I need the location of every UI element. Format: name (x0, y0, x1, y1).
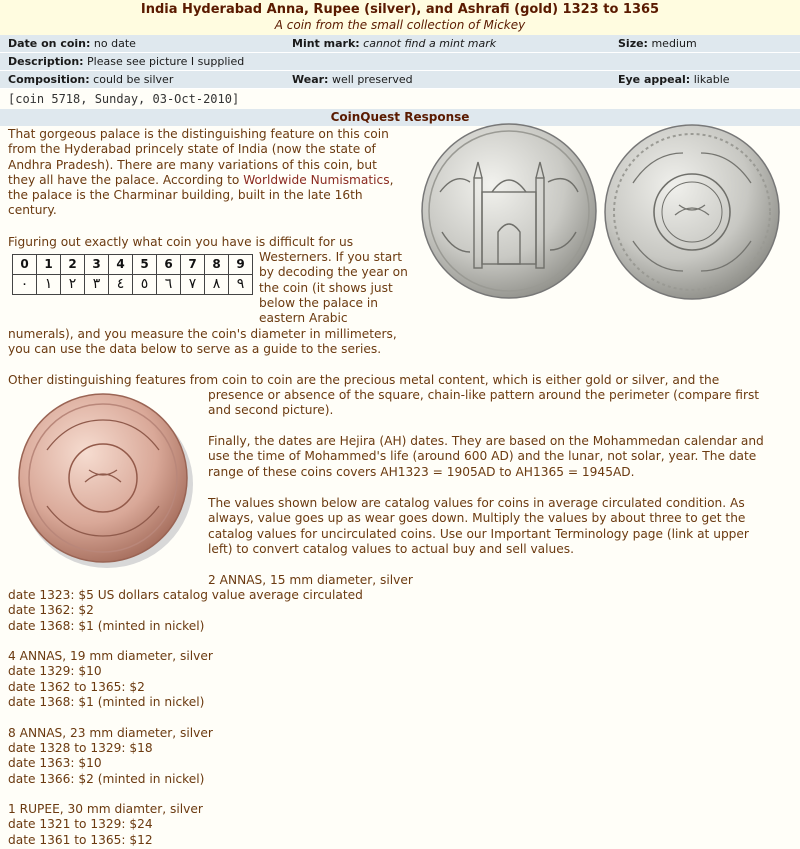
description: Description: Please see picture I supplied (8, 55, 245, 68)
numeral-table (12, 254, 253, 295)
response-title: CoinQuest Response (0, 109, 800, 126)
mint-mark: Mint mark: cannot find a mint mark (292, 37, 497, 50)
coin-id-line: [coin 5718, Sunday, 03-Oct-2010] (0, 89, 800, 109)
western-numeral: 1 (37, 255, 61, 275)
western-numeral: 0 (13, 255, 37, 275)
para-dates: Finally, the dates are Hejira (AH) dates. They are based on the Mohammedan calendar and use the time of Mohammed's life (around 600 AD) and the lunar, not solar, year. The date range of these coins covers AH1323 = 1905AD to AH1365 = 1945AD. (208, 434, 764, 479)
coin-size: Size: medium (618, 37, 697, 50)
value-group-2-annas (8, 588, 363, 848)
list-item: date 1323: $5 US dollars catalog value average circulated (8, 588, 363, 602)
coin-gold-image (15, 390, 193, 568)
western-numeral: 5 (133, 255, 157, 275)
arabic-numeral: ٩ (229, 275, 253, 295)
western-numeral: 6 (157, 255, 181, 275)
list-item: date 1329: $10 (8, 664, 102, 679)
list-item: date 1368: $1 (minted in nickel) (8, 695, 205, 710)
value-group-heading: 1 RUPEE, 30 mm diamter, silver (8, 802, 203, 817)
list-item: date 1366: $2 (minted in nickel) (8, 771, 205, 786)
page-title: India Hyderabad Anna, Rupee (silver), and Ashrafi (gold) 1323 to 1365 (140, 2, 660, 17)
para-features: Other distinguishing features from coin to coin are the precious metal content, which is either gold or silver, and the (8, 373, 720, 387)
eye-appeal: Eye appeal: likable (618, 73, 730, 86)
date-on-coin: Date on coin: no date (8, 37, 136, 50)
arabic-numeral: ٥ (133, 275, 157, 295)
western-numeral: 7 (181, 255, 205, 275)
para-decoding-wrap: Westerners. If you start by decoding the year on the coin (it shows just below the palace in eastern Arabic (259, 250, 408, 326)
arabic-numeral: ٧ (181, 275, 205, 295)
coin-details-table (0, 35, 800, 89)
coin-obverse-image (420, 122, 598, 300)
list-item: date 1361 to 1365: $12 (8, 832, 153, 847)
para-values: The values shown below are catalog values for coins in average circulated condition. As always, value goes up as wear goes down. Multiply the values by about three to get the catalog values for uncirculated coins. Use our Important Terminology page (link at upper left) to convert catalog values to actual buy and sell values. (208, 496, 749, 556)
details-row (0, 35, 800, 53)
list-item: date 1363: $10 (8, 756, 102, 771)
western-numeral: 2 (61, 255, 85, 275)
para-decoding: Figuring out exactly what coin you have is difficult for us (8, 235, 354, 249)
page-header (0, 0, 800, 35)
list-item: date 1362 to 1365: $2 (8, 679, 145, 694)
arabic-numeral: ٤ (109, 275, 133, 295)
arabic-numeral: ٨ (205, 275, 229, 295)
arabic-numeral: ٦ (157, 275, 181, 295)
list-item: date 1328 to 1329: $18 (8, 740, 153, 755)
details-row (0, 53, 800, 71)
value-group-heading: 4 ANNAS, 19 mm diameter, silver (8, 649, 213, 664)
para-features-wrap: presence or absence of the square, chain-like pattern around the perimeter (compare first and second picture). (208, 388, 760, 418)
western-numeral: 4 (109, 255, 133, 275)
arabic-numeral: ٠ (13, 275, 37, 295)
value-group-2-annas-heading: 2 ANNAS, 15 mm diameter, silver (208, 573, 413, 587)
arabic-numeral: ٣ (85, 275, 109, 295)
list-item: date 1321 to 1329: $24 (8, 817, 153, 832)
western-numerals-row (13, 255, 253, 275)
list-item: date 1368: $1 (minted in nickel) (8, 618, 205, 633)
list-item: date 1362: $2 (8, 603, 94, 618)
wear: Wear: well preserved (292, 73, 413, 86)
composition: Composition: could be silver (8, 73, 174, 86)
coin-reverse-image (603, 123, 781, 301)
western-numeral: 9 (229, 255, 253, 275)
western-numeral: 8 (205, 255, 229, 275)
para-decoding-end: numerals), and you measure the coin's diameter in millimeters, you can use the data below to serve as a guide to the series. (8, 327, 397, 357)
value-group-heading: 8 ANNAS, 23 mm diameter, silver (8, 725, 213, 740)
arabic-numeral: ٢ (61, 275, 85, 295)
arabic-numerals-row (13, 275, 253, 295)
arabic-numeral: ١ (37, 275, 61, 295)
para-intro: That gorgeous palace is the distinguishing feature on this coin from the Hyderabad princely state of India (now the state of Andhra Pradesh). There are many variations of this coin, but they all have the palace. According to Worldwide Numismatics, the palace is the Charminar building, built in the late 16th century. (8, 127, 394, 218)
worldwide-numismatics-link[interactable]: Worldwide Numismatics (243, 172, 390, 187)
western-numeral: 3 (85, 255, 109, 275)
page-subtitle: A coin from the small collection of Mickey (274, 18, 526, 32)
details-row (0, 71, 800, 89)
